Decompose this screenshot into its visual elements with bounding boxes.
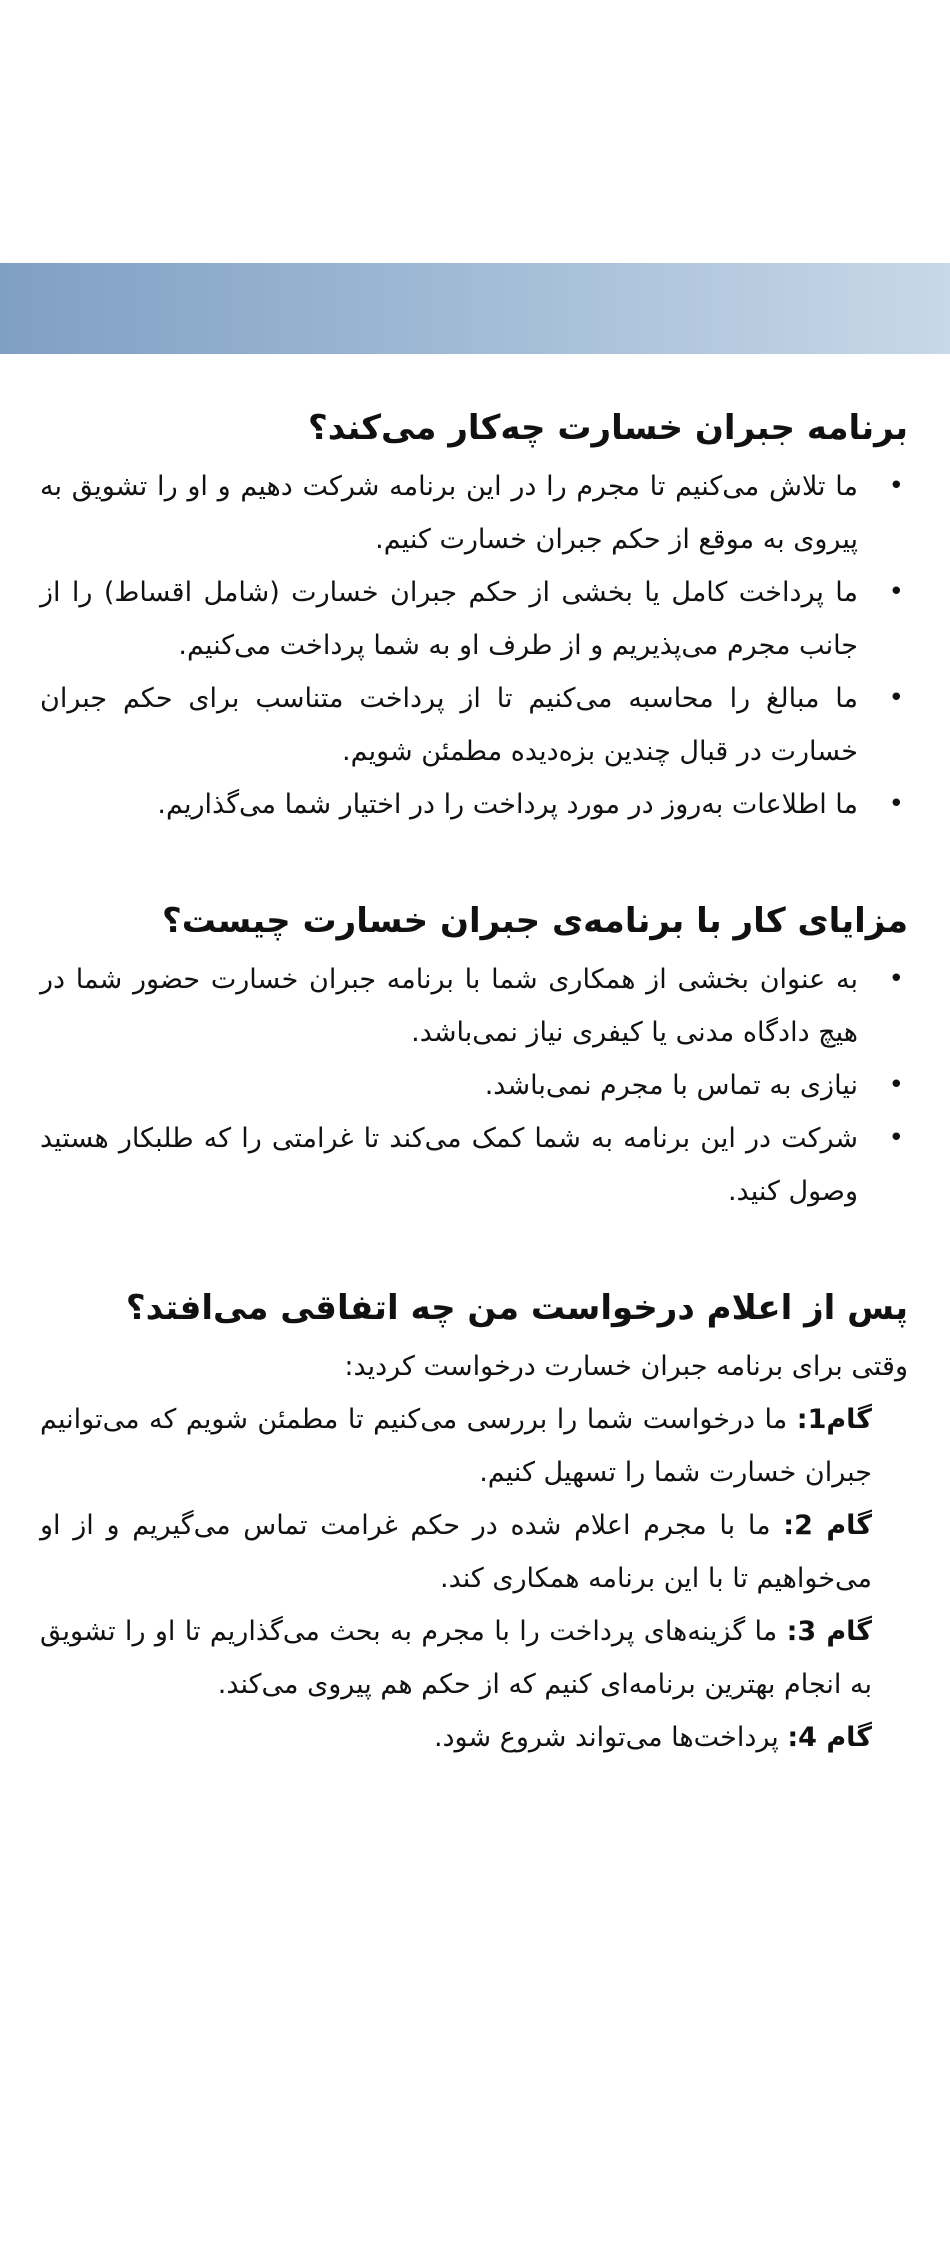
list-item: • شرکت در این برنامه به شما کمک می‌کند تا غرامتی را که طلبکار هستید وصول کنید. (40, 1112, 858, 1218)
step-text: ما درخواست شما را بررسی می‌کنیم تا مطمئن شویم که می‌توانیم جبران خسارت شما را تسهیل کنیم. (40, 1404, 872, 1488)
section-intro: وقتی برای برنامه جبران خسارت درخواست کردید: (344, 1351, 908, 1382)
step-label: گام 4: (787, 1722, 872, 1753)
document-body (40, 400, 908, 1826)
section-title: مزایای کار با برنامه‌ی جبران خسارت چیست؟ (161, 901, 908, 941)
bullet-list (40, 953, 908, 1218)
list-item: • ما تلاش می‌کنیم تا مجرم را در این برنامه شرکت دهیم و او را تشویق به پیروی به موقع از حکم جبران خسارت کنیم. (40, 460, 858, 566)
step-item (40, 1393, 872, 1499)
step-label: گام 3: (786, 1616, 873, 1647)
section-what-program-does (40, 400, 908, 831)
header-banner (0, 263, 950, 354)
bullet-list (40, 460, 908, 831)
step-item (40, 1711, 872, 1764)
step-label: گام 2: (783, 1510, 872, 1541)
list-item: • ما اطلاعات به‌روز در مورد پرداخت را در اختیار شما می‌گذاریم. (40, 778, 858, 831)
section-title: برنامه جبران خسارت چه‌کار می‌کند؟ (308, 408, 908, 448)
step-item (40, 1605, 872, 1711)
step-text: ما با مجرم اعلام شده در حکم غرامت تماس می‌گیریم و از او می‌خواهیم تا با این برنامه همکاری کند. (40, 1510, 872, 1594)
steps-list (40, 1393, 908, 1764)
list-item: • به عنوان بخشی از همکاری شما با برنامه جبران خسارت حضور شما در هیچ دادگاه مدنی یا کیفری نیاز نمی‌باشد. (40, 953, 858, 1059)
section-after-request (40, 1280, 908, 1764)
list-item: • نیازی به تماس با مجرم نمی‌باشد. (40, 1059, 858, 1112)
step-item (40, 1499, 872, 1605)
section-benefits (40, 893, 908, 1218)
step-text: پرداخت‌ها می‌تواند شروع شود. (433, 1722, 788, 1753)
step-label: گام1: (796, 1404, 872, 1435)
section-title: پس از اعلام درخواست من چه اتفاقی می‌افتد؟ (125, 1288, 908, 1328)
step-text: ما گزینه‌های پرداخت را با مجرم به بحث می‌گذاریم تا او را تشویق به انجام بهترین برنامه‌ای کنیم که از حکم هم پیروی می‌کند. (40, 1616, 872, 1700)
list-item: • ما پرداخت کامل یا بخشی از حکم جبران خسارت (شامل اقساط) را از جانب مجرم می‌پذیریم و از طرف او به شما پرداخت می‌کنیم. (40, 566, 858, 672)
list-item: • ما مبالغ را محاسبه می‌کنیم تا از پرداخت متناسب برای حکم جبران خسارت در قبال چندین بزه‌دیده مطمئن شویم. (40, 672, 858, 778)
